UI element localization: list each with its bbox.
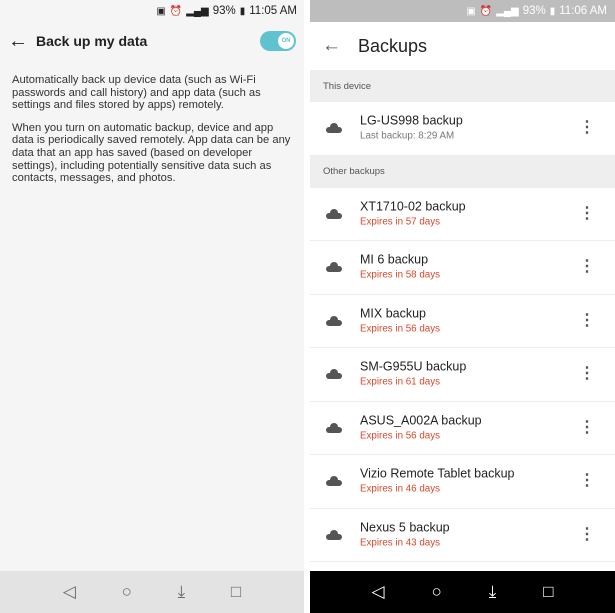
more-options-icon[interactable]: ⋮ xyxy=(579,119,595,137)
backup-name: Nexus 5 backup xyxy=(360,520,450,535)
backup-item[interactable] xyxy=(310,402,615,456)
clock: 11:05 AM xyxy=(249,5,297,17)
backup-expiry: Expires in 58 days xyxy=(360,269,441,281)
backup-item[interactable] xyxy=(310,348,615,402)
cloud-icon xyxy=(326,316,342,326)
backups-screen xyxy=(310,0,615,613)
notifications-icon[interactable]: ⤓ xyxy=(488,582,497,601)
status-bar xyxy=(0,0,304,22)
battery-icon: ▮ xyxy=(549,5,556,17)
more-options-icon[interactable]: ⋮ xyxy=(579,418,595,436)
recents-icon[interactable]: □ xyxy=(230,582,242,601)
backup-expiry: Expires in 56 days xyxy=(360,430,441,442)
cloud-icon xyxy=(326,530,342,540)
backup-name: LG-US998 backup xyxy=(360,113,463,128)
home-icon[interactable]: ○ xyxy=(121,582,132,601)
back-arrow-icon[interactable]: ← xyxy=(8,30,28,52)
backup-name: ASUS_A002A backup xyxy=(360,413,482,428)
signal-icon: ▂▄▆ xyxy=(496,5,519,17)
cloud-icon xyxy=(326,369,342,379)
backup-expiry: Expires in 56 days xyxy=(360,323,441,335)
backup-settings-screen xyxy=(0,0,304,613)
notifications-icon[interactable]: ⤓ xyxy=(177,582,186,601)
backup-item[interactable] xyxy=(310,102,615,156)
backup-status: Last backup: 8:29 AM xyxy=(360,130,455,142)
more-options-icon[interactable]: ⋮ xyxy=(579,204,595,222)
app-bar xyxy=(0,22,304,60)
battery-icon: ▮ xyxy=(239,5,246,17)
battery-level: 93% xyxy=(212,5,236,17)
app-bar xyxy=(310,22,615,70)
cloud-icon xyxy=(326,476,342,486)
more-options-icon[interactable]: ⋮ xyxy=(579,525,595,543)
more-options-icon[interactable]: ⋮ xyxy=(579,365,595,383)
navigation-bar xyxy=(0,571,304,613)
cloud-icon xyxy=(326,262,342,272)
toggle-knob xyxy=(278,33,294,49)
status-bar xyxy=(310,0,615,22)
signal-icon: ▂▄▆ xyxy=(186,5,209,17)
alarm-icon: ⏰ xyxy=(169,5,183,17)
backup-expiry: Expires in 57 days xyxy=(360,216,441,228)
description-paragraph-2: When you turn on automatic backup, device and app data is periodically saved remotely. App data can be any data that an app has saved (based on developer settings), including potentially sensitive data such as contacts, messages, and photos. xyxy=(12,121,291,185)
section-header-this-device: This device xyxy=(310,70,615,102)
more-options-icon[interactable]: ⋮ xyxy=(579,258,595,276)
alarm-icon: ⏰ xyxy=(479,5,493,17)
backup-item[interactable] xyxy=(310,241,615,295)
backup-toggle[interactable] xyxy=(260,31,296,51)
battery-level: 93% xyxy=(522,5,546,17)
cloud-icon xyxy=(326,123,342,133)
cloud-icon xyxy=(326,423,342,433)
section-header-other-backups: Other backups xyxy=(310,156,615,188)
backup-expiry: Expires in 61 days xyxy=(360,376,441,388)
back-icon[interactable]: ◁ xyxy=(62,582,76,601)
more-options-icon[interactable]: ⋮ xyxy=(579,311,595,329)
backup-expiry: Expires in 46 days xyxy=(360,483,441,495)
toggle-label: ON xyxy=(281,38,291,44)
more-options-icon[interactable]: ⋮ xyxy=(579,472,595,490)
cloud-icon xyxy=(326,209,342,219)
clock: 11:06 AM xyxy=(559,5,607,17)
back-icon[interactable]: ◁ xyxy=(371,582,385,601)
backup-name: MIX backup xyxy=(360,306,427,321)
page-title: Back up my data xyxy=(36,33,148,49)
navigation-bar xyxy=(310,571,615,613)
backup-item[interactable] xyxy=(310,295,615,349)
backup-name: XT1710-02 backup xyxy=(360,199,466,214)
page-title: Backups xyxy=(358,35,428,56)
backup-name: Vizio Remote Tablet backup xyxy=(360,466,515,481)
backup-name: SM-G955U backup xyxy=(360,359,467,374)
backup-expiry: Expires in 43 days xyxy=(360,537,441,549)
recents-icon[interactable]: □ xyxy=(543,582,554,601)
nfc-icon: ▣ xyxy=(156,5,166,17)
backup-item[interactable] xyxy=(310,509,615,563)
backup-item[interactable] xyxy=(310,188,615,242)
description-paragraph-1: Automatically back up device data (such as Wi-Fi passwords and call history) and app data (such as settings and files stored by apps) remotely. xyxy=(12,74,261,112)
backup-item[interactable] xyxy=(310,455,615,509)
home-icon[interactable]: ○ xyxy=(431,582,442,601)
nfc-icon: ▣ xyxy=(466,5,476,17)
back-arrow-icon[interactable]: ← xyxy=(322,35,341,56)
backup-name: MI 6 backup xyxy=(360,252,429,267)
